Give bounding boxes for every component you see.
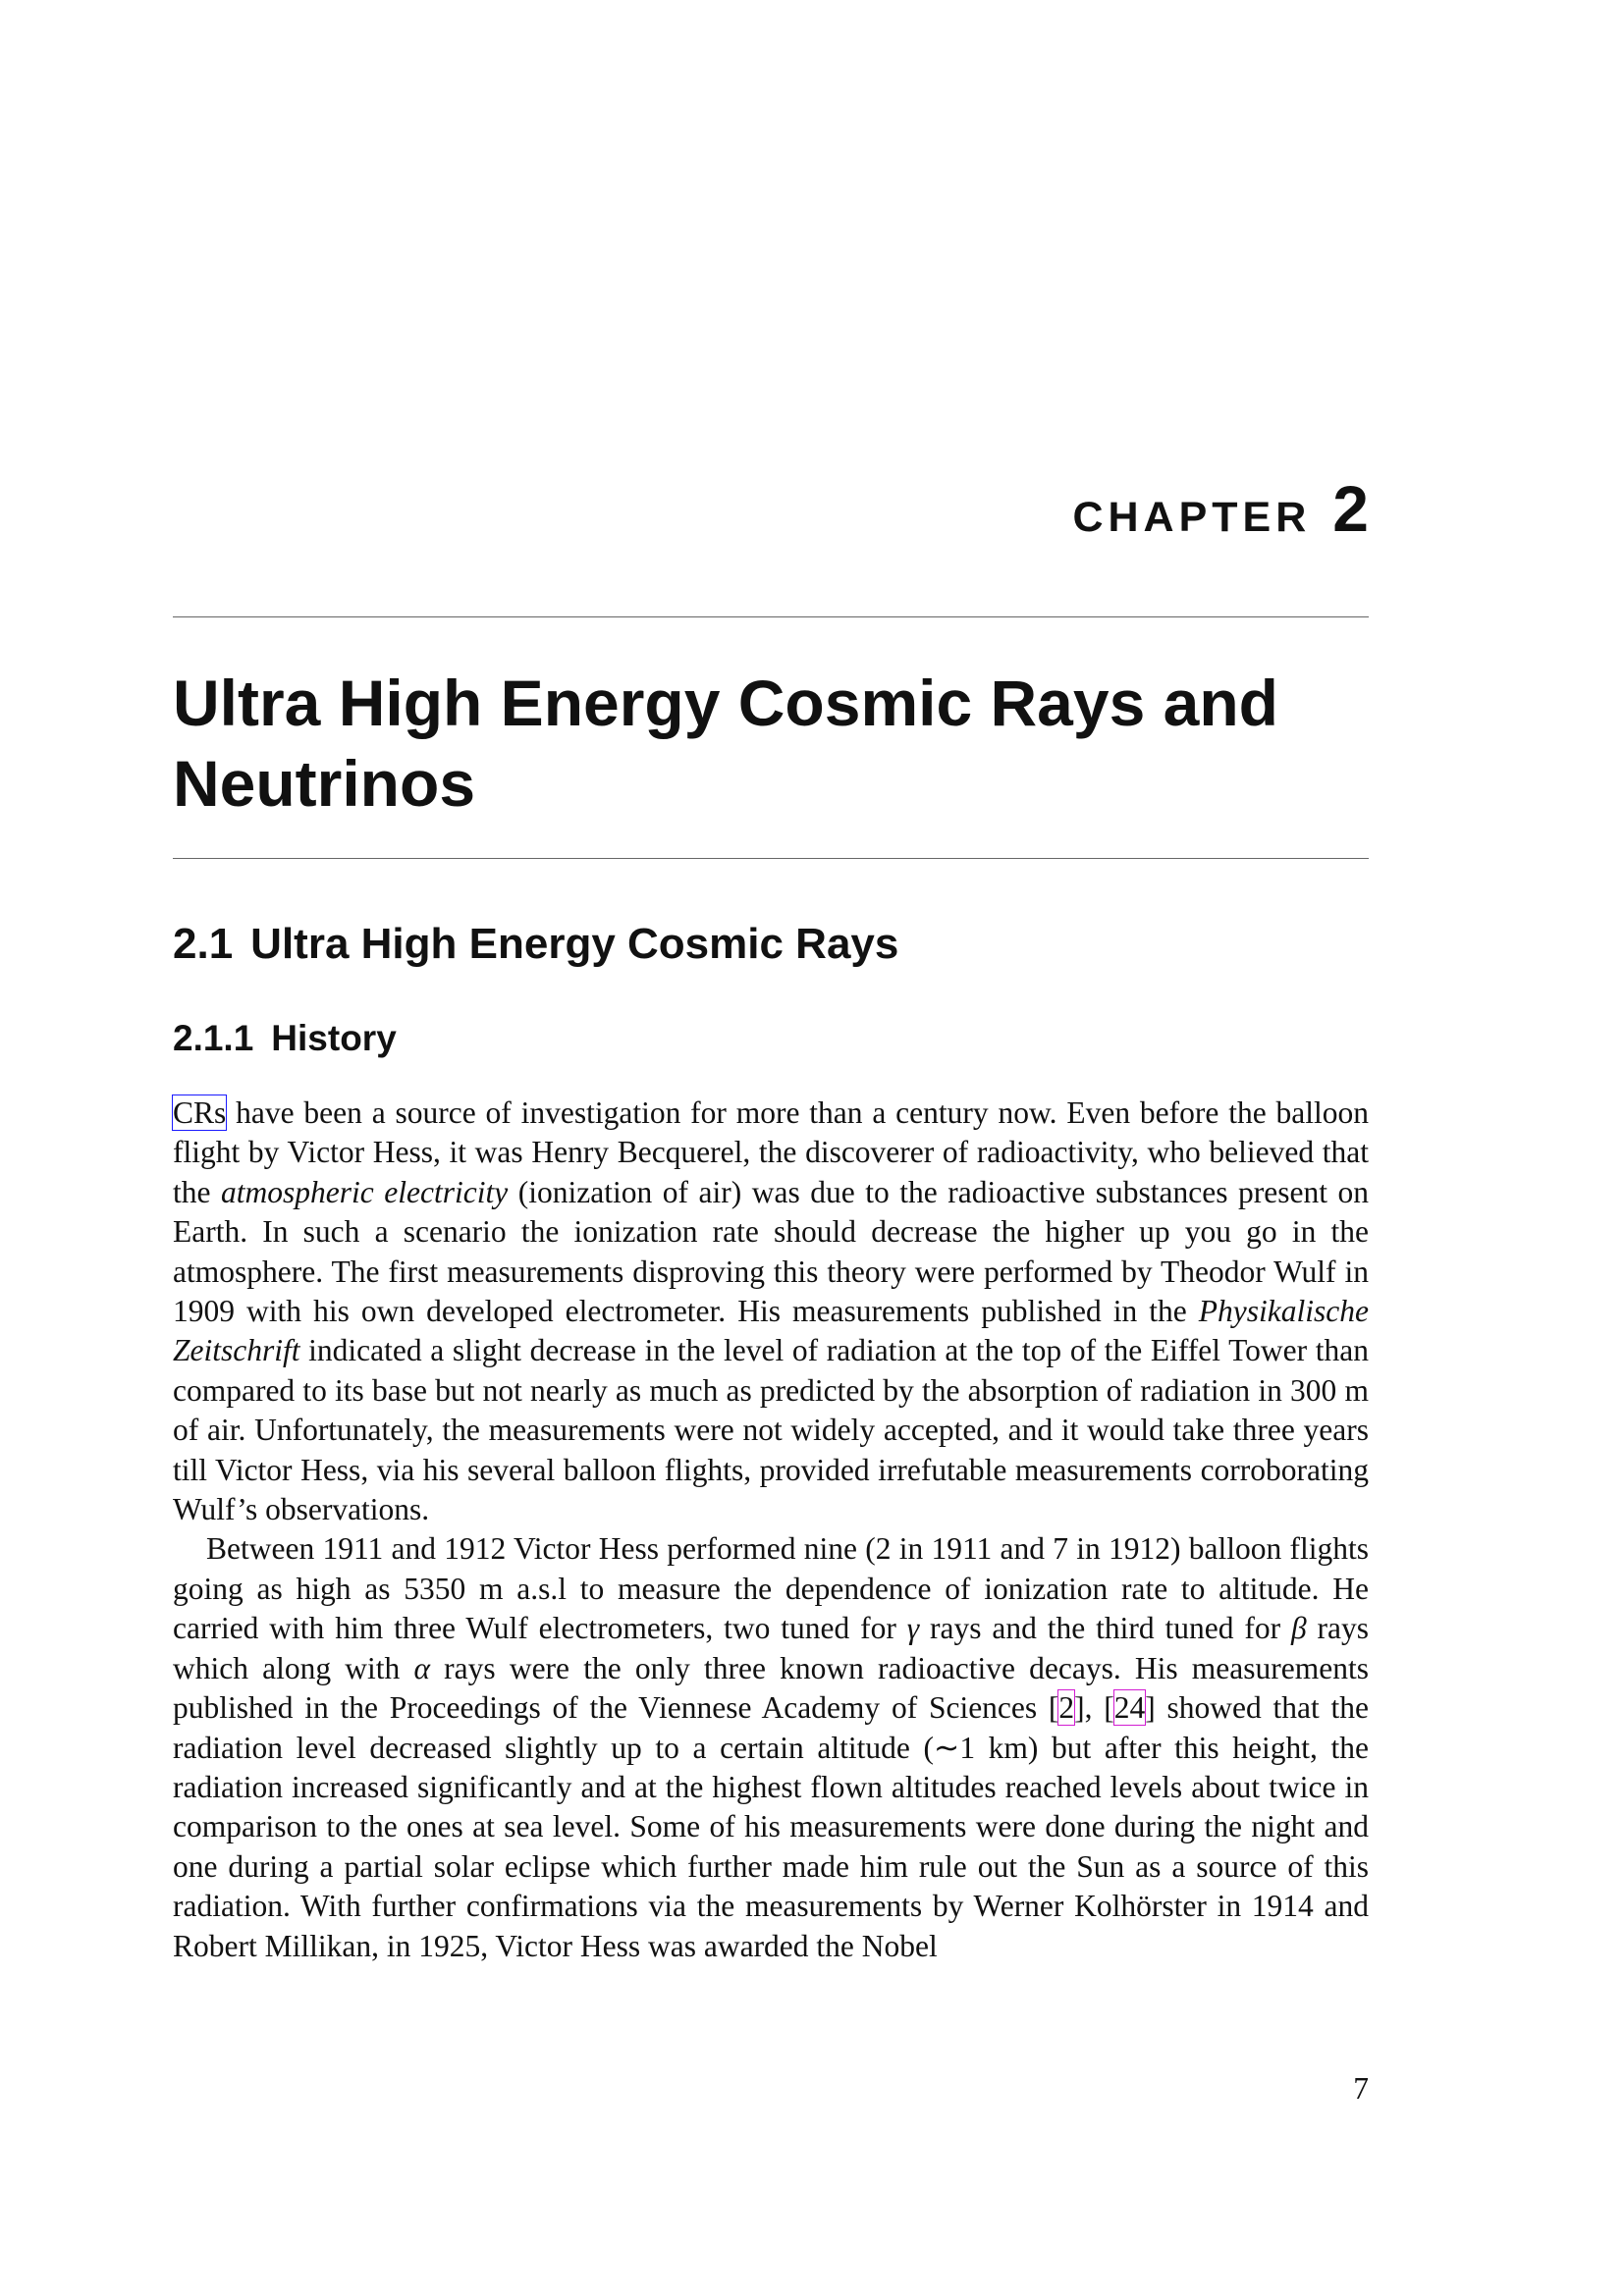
- citation-link-2[interactable]: 2: [1058, 1690, 1075, 1726]
- citation-link-24[interactable]: 24: [1113, 1690, 1146, 1726]
- document-page: [173, 0, 1369, 2296]
- math-symbol-beta: β: [1290, 1611, 1307, 1646]
- paragraph-1: [173, 1094, 1369, 1529]
- chapter-rule-top: [173, 616, 1369, 617]
- chapter-word: CHAPTER: [1072, 494, 1312, 541]
- text-run: ] showed that the radiation level decreased slightly up to a certain altitude (∼1 km) but after this height, the radiation increased significantly and at the highest flown altitudes reached levels about twice in comparison to the ones at sea level. Some of his measurements were done during the night and one during a partial solar eclipse which further made him rule out the Sun as a source of this radiation. With further confirmations via the measurements by Werner Kolhörster in 1914 and Robert Millikan, in 1925, Victor Hess was awarded the Nobel: [173, 1690, 1370, 1963]
- text-run: rays which along with: [173, 1611, 1370, 1685]
- section-number: 2.1: [173, 920, 234, 968]
- emphasis-text: Physikalische Zeitschrift: [173, 1294, 1369, 1368]
- section-title: Ultra High Energy Cosmic Rays: [250, 920, 899, 968]
- subsection-title: History: [271, 1018, 397, 1058]
- math-symbol-alpha: α: [413, 1650, 431, 1685]
- math-symbol-gamma: γ: [906, 1611, 920, 1646]
- text-run: indicated a slight decrease in the level of radiation at the top of the Eiffel Tower than compared to its base but not nearly as much as predicted by the absorption of radiation in 300 m of air. Unfortunately, the measurements were not widely accepted, and it would take three years till Victor Hess, via his several balloon flights, provided irrefutable measurements corroborating Wulf’s observations.: [173, 1333, 1369, 1527]
- text-run: have been a source of investigation for more than a century now. Even before the balloon flight by Victor Hess, it was Henry Becquerel, the discoverer of radioactivity, who believed that the: [173, 1095, 1369, 1209]
- text-run: ], [: [1074, 1690, 1114, 1726]
- text-run: rays and the third tuned for: [919, 1611, 1291, 1646]
- chapter-rule-bottom: [173, 858, 1369, 859]
- body-text: [173, 1094, 1369, 1966]
- subsection-number: 2.1.1: [173, 1018, 254, 1058]
- section-heading: [173, 919, 898, 970]
- paragraph-2: [173, 1529, 1369, 1965]
- subsection-heading: [173, 1017, 397, 1060]
- acronym-link-crs[interactable]: CRs: [173, 1095, 227, 1130]
- chapter-label: [1072, 471, 1369, 546]
- text-run: rays were the only three known radioactive decays. His measurements published in the Proceedings of the Viennese Academy of Sciences [: [173, 1650, 1369, 1726]
- text-run: Between 1911 and 1912 Victor Hess performed nine (2 in 1911 and 7 in 1912) balloon flights going as high as 5350 m a.s.l to measure the dependence of ionization rate to altitude. He carried with him three Wulf electrometers, two tuned for: [173, 1531, 1369, 1646]
- text-run: (ionization of air) was due to the radioactive substances present on Earth. In such a scenario the ionization rate should decrease the higher up you go in the atmosphere. The first measurements disproving this theory were performed by Theodor Wulf in 1909 with his own developed electrometer. His measurements published in the: [173, 1174, 1370, 1329]
- chapter-number: 2: [1332, 472, 1369, 545]
- emphasis-text: atmospheric electricity: [221, 1174, 509, 1209]
- page-number: 7: [1353, 2071, 1369, 2106]
- chapter-title: Ultra High Energy Cosmic Rays and Neutrinos: [173, 667, 1278, 820]
